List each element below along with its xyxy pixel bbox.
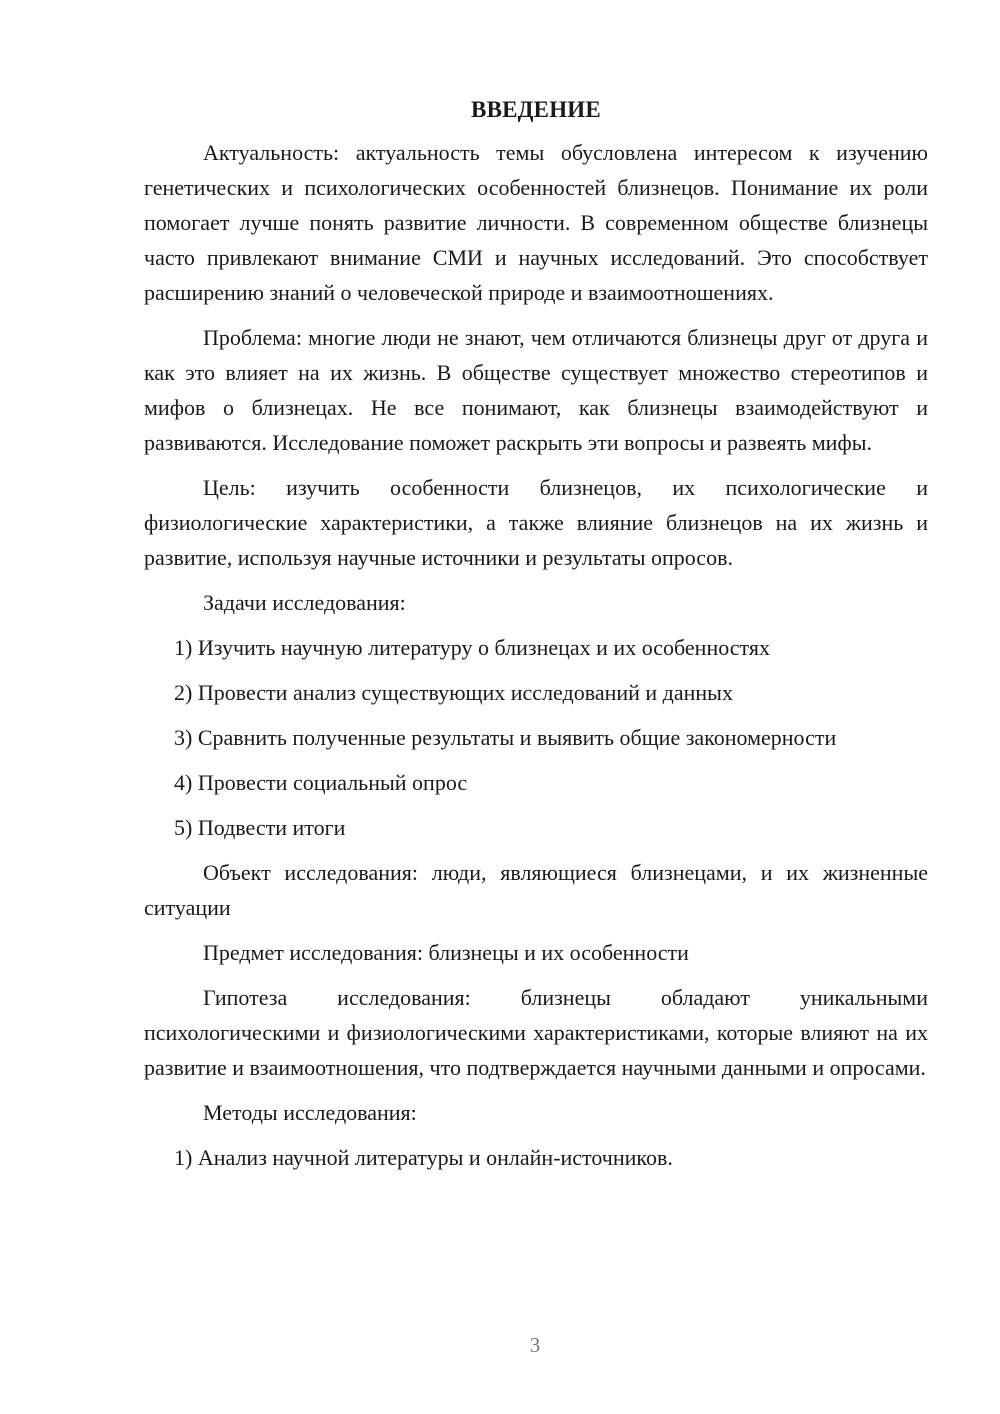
- page-number: 3: [529, 1333, 541, 1357]
- task-item-2: 2) Провести анализ существующих исследований и данных: [174, 680, 733, 705]
- paragraph-problem: Проблема: многие люди не знают, чем отличаются близнецы друг от друга и как это влияет на их жизнь. В обществе существует множество стереотипов и мифов о близнецах. Не все понимают, как близнецы взаимодействуют и развиваются. Исследование поможет раскрыть эти вопросы и развеять мифы.: [144, 325, 928, 455]
- task-item-3: 3) Сравнить полученные результаты и выявить общие закономерности: [174, 725, 837, 750]
- paragraph-subject: Предмет исследования: близнецы и их особенности: [203, 940, 689, 965]
- method-item-1: 1) Анализ научной литературы и онлайн-источников.: [174, 1145, 673, 1170]
- task-item-5: 5) Подвести итоги: [174, 815, 346, 840]
- task-item-1: 1) Изучить научную литературу о близнецах и их особенностях: [174, 635, 770, 660]
- paragraph-object: Объект исследования: люди, являющиеся близнецами, и их жизненные ситуации: [144, 860, 928, 920]
- document-page: [144, 92, 928, 1185]
- task-item-4: 4) Провести социальный опрос: [174, 770, 468, 795]
- paragraph-relevance: Актуальность: актуальность темы обусловлена интересом к изучению генетических и психологических особенностей близнецов. Понимание их роли помогает лучше понять развитие личности. В современном обществе близнецы часто привлекают внимание СМИ и научных исследований. Это способствует расширению знаний о человеческой природе и взаимоотношениях.: [144, 140, 928, 305]
- methods-title: Методы исследования:: [203, 1100, 417, 1125]
- paragraph-hypothesis: Гипотеза исследования: близнецы обладают уникальными психологическими и физиологическими характеристиками, которые влияют на их развитие и взаимоотношения, что подтверждается научными данными и опросами.: [144, 985, 928, 1080]
- section-heading: ВВЕДЕНИЕ: [471, 97, 601, 122]
- paragraph-goal: Цель: изучить особенности близнецов, их психологические и физиологические характеристики, а также влияние близнецов на их жизнь и развитие, используя научные источники и результаты опросов.: [144, 475, 928, 570]
- tasks-title: Задачи исследования:: [203, 590, 406, 615]
